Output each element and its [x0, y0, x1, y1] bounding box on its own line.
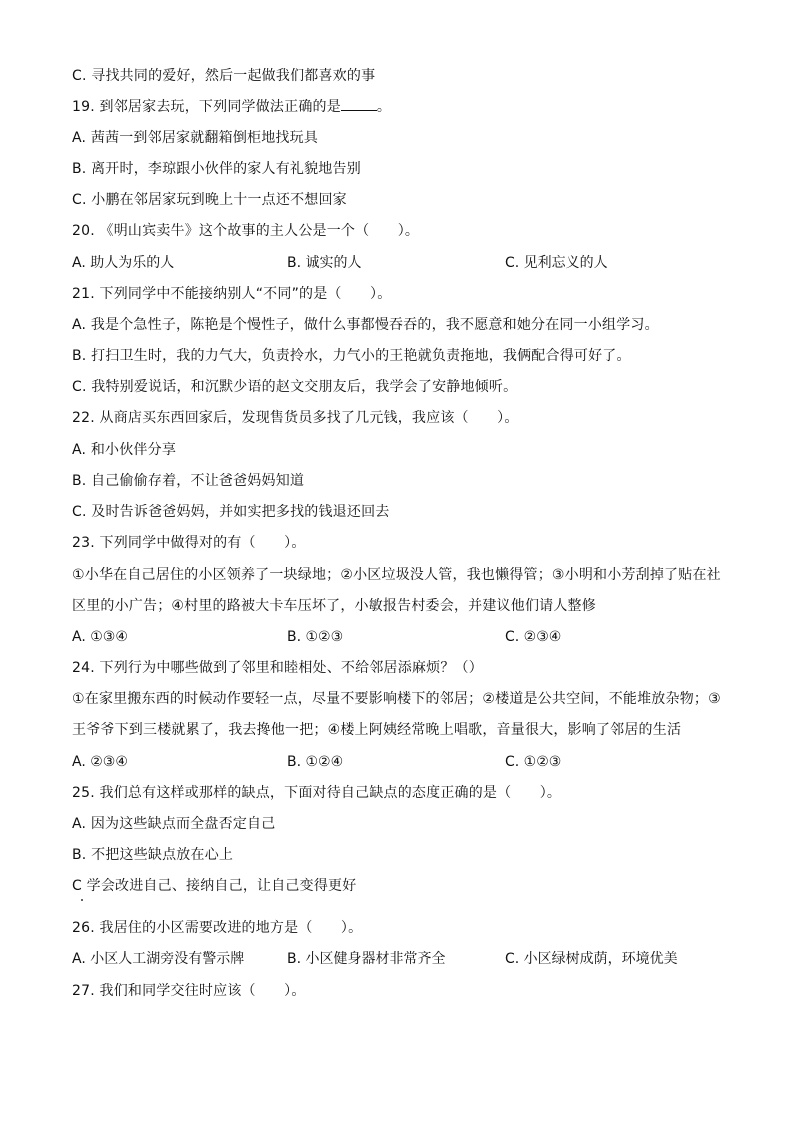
- q19-option-a: A. 茜茜一到邻居家就翻箱倒柜地找玩具: [72, 130, 319, 146]
- q23-option-c: C. ②③④: [505, 629, 562, 645]
- q22-option-a: A. 和小伙伴分享: [72, 442, 177, 458]
- answer-blank: [341, 98, 377, 111]
- q25-option-c: C 学会改进自己、接纳自己，让自己变得更好: [72, 878, 357, 894]
- q26-stem: 26. 我居住的小区需要改进的地方是（ ）。: [72, 920, 363, 936]
- q25-option-b: B. 不把这些缺点放在心上: [72, 847, 234, 863]
- q21-option-a: A. 我是个急性子，陈艳是个慢性子，做什么事都慢吞吞的，我不愿意和她分在同一小组学习。: [72, 317, 659, 333]
- q19-option-b: B. 离开时，李琼跟小伙伴的家人有礼貌地告别: [72, 161, 361, 177]
- q23-option-a: A. ①③④: [72, 629, 128, 645]
- q20-option-c: C. 见利忘义的人: [505, 255, 608, 271]
- q25-stem: 25. 我们总有这样或那样的缺点，下面对待自己缺点的态度正确的是（ ）。: [72, 785, 562, 801]
- q24-body-line-1: ①在家里搬东西的时候动作要轻一点，尽量不要影响楼下的邻居；②楼道是公共空间，不能堆放杂物；③: [72, 691, 721, 707]
- q21-option-c: C. 我特别爱说话，和沉默少语的赵文交朋友后，我学会了安静地倾听。: [72, 379, 518, 395]
- q19-option-c: C. 小鹏在邻居家玩到晚上十一点还不想回家: [72, 192, 347, 208]
- q19-text: 19. 到邻居家去玩，下列同学做法正确的是: [72, 99, 341, 115]
- q20-stem: 20. 《明山宾卖牛》这个故事的主人公是一个（ ）。: [72, 223, 420, 239]
- q23-body-line-2: 区里的小广告；④村里的路被大卡车压坏了，小敏报告村委会，并建议他们请人整修: [72, 598, 596, 614]
- q24-option-a: A. ②③④: [72, 754, 128, 770]
- q24-body-line-2: 王爷爷下到三楼就累了，我去搀他一把；④楼上阿姨经常晚上唱歌，音量很大，影响了邻居的生活: [72, 722, 682, 738]
- q20-option-a: A. 助人为乐的人: [72, 255, 175, 271]
- q25-option-a: A. 因为这些缺点而全盘否定自己: [72, 816, 276, 832]
- q24-option-c: C. ①②③: [505, 754, 562, 770]
- q24-option-b: B. ①②④: [287, 754, 344, 770]
- q19-end: 。: [376, 99, 392, 115]
- q20-option-b: B. 诚实的人: [287, 255, 362, 271]
- q26-option-c: C. 小区绿树成荫，环境优美: [505, 951, 678, 967]
- q19-stem: [72, 98, 391, 116]
- q18-option-c: C. 寻找共同的爱好，然后一起做我们都喜欢的事: [72, 68, 376, 84]
- stray-dot: [81, 899, 83, 901]
- q22-stem: 22. 从商店买东西回家后，发现售货员多找了几元钱，我应该（ ）。: [72, 410, 519, 426]
- q23-option-b: B. ①②③: [287, 629, 344, 645]
- q22-option-c: C. 及时告诉爸爸妈妈，并如实把多找的钱退还回去: [72, 504, 390, 520]
- q21-option-b: B. 打扫卫生时，我的力气大，负责拎水，力气小的王艳就负责拖地，我俩配合得可好了。: [72, 348, 631, 364]
- q21-stem: 21. 下列同学中不能接纳别人“不同”的是（ ）。: [72, 286, 392, 302]
- q27-stem: 27. 我们和同学交往时应该（ ）。: [72, 983, 306, 999]
- q23-body-line-1: ①小华在自己居住的小区领养了一块绿地；②小区垃圾没人管，我也懒得管；③小明和小芳刮掉了贴在社: [72, 567, 721, 583]
- q23-stem: 23. 下列同学中做得对的有（ ）。: [72, 535, 306, 551]
- q26-option-a: A. 小区人工湖旁没有警示牌: [72, 951, 245, 967]
- q22-option-b: B. 自己偷偷存着，不让爸爸妈妈知道: [72, 473, 305, 489]
- q26-option-b: B. 小区健身器材非常齐全: [287, 951, 446, 967]
- q24-stem: 24. 下列行为中哪些做到了邻里和睦相处、不给邻居添麻烦？（）: [72, 660, 483, 676]
